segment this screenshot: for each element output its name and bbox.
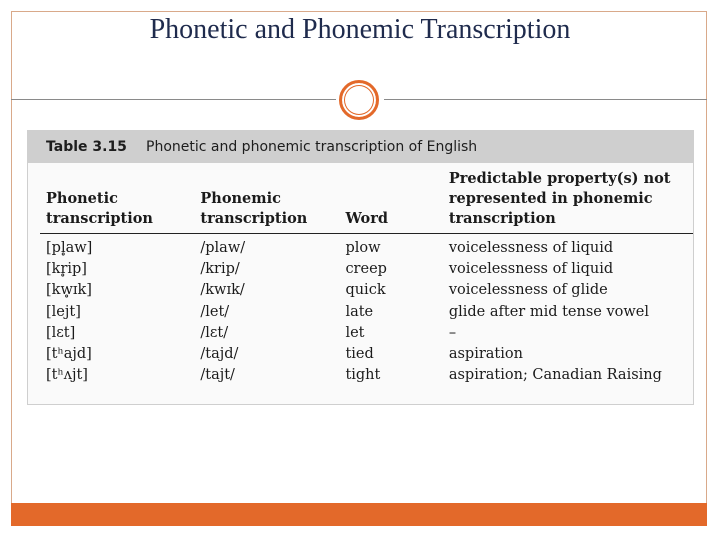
phonemic-cell: /lɛt/ xyxy=(200,324,229,341)
title-divider-right xyxy=(384,99,707,100)
table-row xyxy=(40,365,693,386)
phonemic-cell: /tajd/ xyxy=(200,346,239,363)
phonemic-cell: /plaw/ xyxy=(200,240,246,256)
phonemic-cell: /tajt/ xyxy=(200,367,235,384)
transcription-table xyxy=(40,163,693,386)
phonemic-cell: /krip/ xyxy=(200,261,240,278)
word-cell: quick xyxy=(345,282,386,299)
word-cell: let xyxy=(345,324,365,341)
property-cell: aspiration; Canadian Raising xyxy=(448,367,662,384)
phonetic-cell: [lejt] xyxy=(46,303,81,320)
table-header-row xyxy=(40,169,693,234)
phonetic-cell: [lɛt] xyxy=(46,324,76,341)
slide-title: Phonetic and Phonemic Transcription xyxy=(149,14,571,45)
word-cell: tied xyxy=(345,346,374,363)
phonetic-cell: [tʰʌjt] xyxy=(46,367,88,384)
word-cell: plow xyxy=(345,240,381,256)
title-divider-left xyxy=(11,99,336,100)
property-cell: voicelessness of liquid xyxy=(448,261,614,278)
header-phonemic: Phonemic transcription xyxy=(194,169,339,234)
phonemic-cell: /kwɪk/ xyxy=(200,282,245,299)
phonetic-cell: [kr̥ip] xyxy=(46,261,87,278)
table-row xyxy=(40,280,693,301)
header-predictable-property: Predictable property(s) not represented in phonemic transcription xyxy=(443,169,693,234)
property-cell: voicelessness of liquid xyxy=(448,240,614,256)
word-cell: creep xyxy=(345,261,387,278)
footer-accent-bar xyxy=(11,503,707,526)
phonetic-cell: [tʰajd] xyxy=(46,346,92,363)
header-phonetic: Phonetic transcription xyxy=(40,169,194,234)
table-row xyxy=(40,302,693,323)
table-row xyxy=(40,234,693,260)
table-number: Table 3.15 xyxy=(46,139,127,155)
divider-ring-ornament xyxy=(339,80,379,120)
phonetic-cell: [pl̥aw] xyxy=(46,240,93,256)
word-cell: late xyxy=(345,303,374,320)
table-row xyxy=(40,259,693,280)
phonemic-cell: /let/ xyxy=(200,303,230,320)
table-caption-text: Phonetic and phonemic transcription of English xyxy=(146,139,478,155)
phonetic-cell: [kw̥ɪk] xyxy=(46,282,92,299)
property-cell: glide after mid tense vowel xyxy=(448,303,650,320)
table-row xyxy=(40,344,693,365)
property-cell: aspiration xyxy=(448,346,523,363)
word-cell: tight xyxy=(345,367,381,384)
property-cell: – xyxy=(448,324,457,341)
transcription-table-figure xyxy=(27,130,694,405)
table-row xyxy=(40,323,693,344)
property-cell: voicelessness of glide xyxy=(448,282,608,299)
table-caption xyxy=(28,131,693,163)
header-word: Word xyxy=(339,169,442,234)
